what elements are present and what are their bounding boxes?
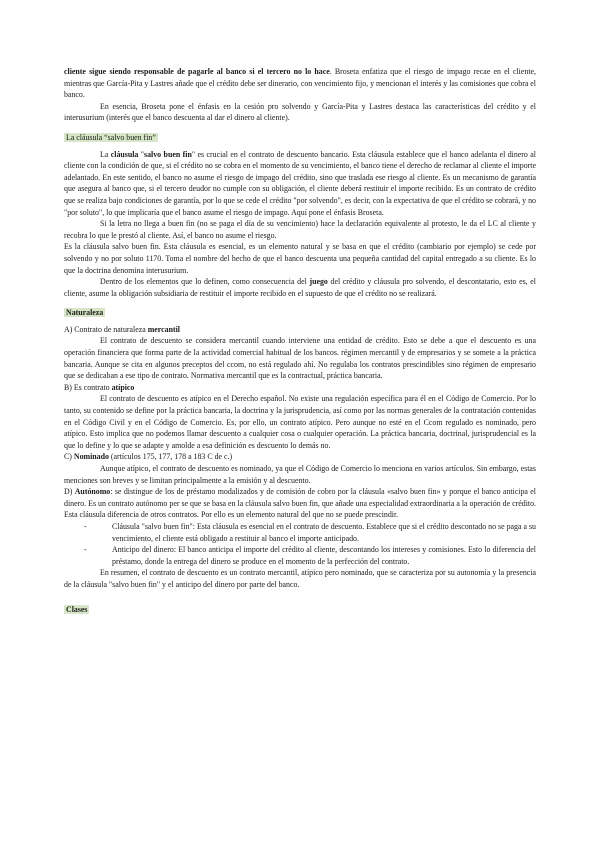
paragraph-essence: En esencia, Broseta pone el énfasis en la cesión pro solvendo y García-Pita y Lastres destaca las características del crédito y el interusurium (interés que el banco descuenta al dar el dinero al cliente). [64, 101, 536, 123]
paragraph-letra: Si la letra no llega a buen fin (no se paga el día de su vencimiento) hace la declaración equivalente al protesto, le da el LC al cliente y recobra lo que le prestó al cliente. Así, el banco no asume el riesgo. [64, 219, 536, 240]
bold-phrase: cliente sigue siendo responsable de pagarle al banco si el tercero no lo hace [64, 67, 330, 76]
section-heading-salvo-buen-fin: La cláusula “salvo buen fin” [66, 132, 156, 142]
section-heading-clases: Clases [66, 604, 88, 614]
subheading-mercantil: A) Contrato de naturaleza mercantil [64, 324, 180, 334]
paragraph-clausula: La cláusula "salvo buen fin" es crucial en el contrato de descuento bancario. Esta cláusula establece que el banco adelanta el dinero al cliente con la condición de que, si el crédito no se cobra en el momento de su vencimiento, el banco tiene el derecho de reclamar al cliente el importe adelantado. En este sentido, el banco no asume el riesgo de impago del crédito, sino que traslada ese riesgo al cliente. Es un mecanismo de garantía que asegura al banco que, si el tercero deudor no cumple con su obligación, el cliente deberá restituir el importe recibido. Es un contrato de crédito que se realiza bajo condiciones de garantía, por lo que se cede el crédito "por solvendo", es decir, con la expectativa de que el crédito se cobrará, y no "por soluto", lo que implicaría que el banco asume el riesgo de impago. Aquí pone el énfasis Broseta. [64, 149, 536, 217]
paragraph-elementos: Dentro de los elementos que lo definen, como consecuencia del juego del crédito y cláusula pro solvendo, el descontatario, esto es, el cliente, asume la obligación subsidiaria de restituir el importe recibido en el supuesto de que el crédito no se realizará. [64, 277, 536, 298]
subheading-nominado: C) Nominado (artículos 175, 177, 178 a 183 C de c.) [64, 452, 233, 462]
paragraph-intro: cliente sigue siendo responsable de pagarle al banco si el tercero no lo hace. Broseta enfatiza que el riesgo de impago recae en el cliente, mientras que García-Pita y Lastres añade que el crédito debe ser dinerario, con vencimiento fijo, y mencionan el interés y las comisiones que cobra el banco. [64, 67, 536, 100]
paragraph-resumen: En resumen, el contrato de descuento es un contrato mercantil, atípico pero nominado, que se caracteriza por su autonomía y la presencia de la cláusula "salvo buen fin" y el anticipo del dinero por parte del banco. [64, 568, 536, 589]
paragraph-nominado: Aunque atípico, el contrato de descuento es nominado, ya que el Código de Comercio lo menciona en varios artículos. Sin embargo, estas menciones son breves y se limitan principalmente a la emisión y al descuento. [64, 464, 536, 485]
subheading-atipico: B) Es contrato atípico [64, 382, 135, 392]
list-item: - Cláusula "salvo buen fin": Esta cláusula es esencial en el contrato de descuento. Establece que si el crédito descontado no se paga a su vencimiento, el cliente está obligado a restituir al banco el importe anticipado. [84, 521, 536, 543]
list-item: - Anticipo del dinero: El banco anticipa el importe del crédito al cliente, descontando los intereses y comisiones. Esto lo diferencia del préstamo, donde la entrega del dinero se produce en el momento de la perfección del contrato. [84, 545, 536, 566]
features-list [64, 521, 536, 567]
paragraph-atipico: El contrato de descuento es atípico en el Derecho español. No existe una regulación específica para él en el Código de Comercio. Por lo tanto, su contenido se define por la práctica bancaria, la doctrina y la jurisprudencia, así como por las normas generales de la contratación contenidas en el Código Civil y en el Código de Comercio. Es, por ello, un contrato atípico. Pero aunque no esté en el Ccom regulado es nominado, pero atípico. Esto implica que no podemos llamar descuento a cualquier cosa o cualquier operación. La práctica bancaria, doctrinal, jurisprudencial es la que lo define y lo que se adapte y amolde a esa definición es descuento lo demás no. [64, 394, 536, 450]
paragraph-mercantil: El contrato de descuento se considera mercantil cuando interviene una entidad de crédito. Esto se debe a que el descuento es una operación financiera que forma parte de la actividad comercial habitual de los bancos. régimen mercantil y de empresarios y se somete a la práctica bancaria. Aunque se cita en algunos preceptos del ccom, no está regulado ahí. No regulaba los contratos prescindibles sino régimen de empresario que se dedicaban a ese tipo de contrato. Normativa mercantil que es la contractual, práctica bancaria. [64, 336, 536, 381]
paragraph-autonomo: D) Autónomo: se distingue de los de préstamo modalizados y de comisión de cobro por la cláusula «salvo buen fin» y porque el banco anticipa el dinero. Es un contrato autónomo per se que se basa en la cláusula salvo buen fin, que añade una especialidad extraordinaria a la operación de crédito. Esta cláusula diferencia de otros contratos. Por ello es un elemento natural del que no se puede prescindir. [64, 487, 536, 520]
paragraph-salvo-buen-fin: Es la cláusula salvo buen fin. Esta cláusula es esencial, es un elemento natural y se basa en que el crédito (cambiario por ejemplo) se cede por solvendo y no por soluto 1170. Toma el nombre del hecho de que el banco descuenta una pequeña cantidad del capital entregado a su cliente. Es lo que la doctrina denomina interusurium. [64, 242, 536, 275]
section-heading-naturaleza: Naturaleza [66, 308, 104, 318]
